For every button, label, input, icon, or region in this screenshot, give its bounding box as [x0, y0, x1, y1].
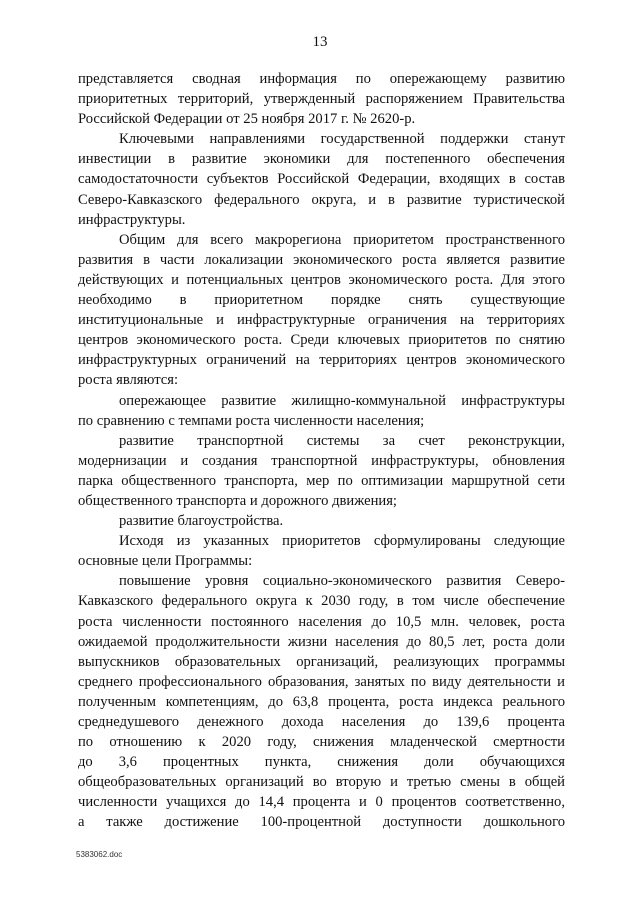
text-line: Ключевыми направлениями государственной поддержки станут: [119, 131, 565, 148]
text-line: общественного транспорта и дорожного движения;: [78, 492, 397, 509]
text-line: развитие благоустройства.: [119, 513, 284, 530]
document-filename: 5383062.doc: [76, 850, 123, 859]
text-line: роста являются:: [78, 372, 179, 389]
text-line: инфраструктурных ограничений на территориях центров экономического: [78, 352, 565, 369]
text-line: Исходя из указанных приоритетов сформулированы следующие: [119, 533, 565, 550]
text-line: по отношению к 2020 году, снижения младенческой смертности: [78, 734, 565, 751]
text-line: инвестиции в развитие экономики для постепенного обеспечения: [78, 151, 565, 168]
text-line: представляется сводная информация по опережающему развитию: [78, 71, 565, 87]
text-line: парка общественного транспорта, мер по оптимизации маршрутной сети: [78, 472, 565, 489]
text-line: выпускников образовательных организаций, реализующих программы: [78, 653, 565, 670]
page-number: 13: [312, 34, 328, 50]
text-line: инфраструктуры.: [78, 211, 186, 228]
text-line: повышение уровня социально-экономического развития Северо-: [119, 573, 565, 590]
document-body: [78, 69, 565, 833]
text-line: основные цели Программы:: [78, 553, 253, 570]
text-line: Российской Федерации от 25 ноября 2017 г. № 2620-р.: [78, 111, 416, 128]
text-line: действующих и потенциальных центров экономического роста. Для этого: [78, 271, 565, 288]
text-line: развития в части локализации экономического роста является развитие: [78, 251, 565, 268]
text-line: среднего профессионального образования, занятых по виду деятельности и: [78, 673, 565, 690]
text-line: Северо-Кавказского федерального округа, и в развитие туристической: [78, 191, 565, 208]
text-line: Общим для всего макрорегиона приоритетом пространственного: [119, 231, 565, 248]
text-line: роста численности постоянного населения до 10,5 млн. человек, роста: [78, 613, 565, 630]
text-line: до 3,6 процентных пункта, снижения доли обучающихся: [78, 754, 565, 771]
text-line: центров экономического роста. Среди ключевых приоритетов по снятию: [78, 332, 565, 349]
text-line: численности учащихся до 14,4 процента и 0 процентов соответственно,: [78, 794, 565, 811]
text-line: Кавказского федерального округа к 2030 году, в том числе обеспечение: [78, 593, 565, 610]
text-line: приоритетных территорий, утвержденный распоряжением Правительства: [78, 91, 565, 108]
text-line: институциональные и инфраструктурные ограничения на территориях: [78, 312, 565, 329]
text-line: полученным компетенциям, до 63,8 процента, роста индекса реального: [78, 693, 565, 710]
text-line: среднедушевого денежного дохода населения до 139,6 процента: [78, 714, 565, 730]
text-line: опережающее развитие жилищно-коммунальной инфраструктуры: [119, 392, 565, 409]
text-line: модернизации и создания транспортной инфраструктуры, обновления: [78, 452, 565, 469]
text-line: общеобразовательных организаций во вторую и третью смены в общей: [78, 774, 565, 791]
text-line: ожидаемой продолжительности жизни населения до 80,5 лет, роста доли: [78, 633, 565, 650]
text-line: самодостаточности субъектов Российской Федерации, входящих в состав: [78, 171, 565, 188]
text-line: по сравнению с темпами роста численности населения;: [78, 412, 425, 429]
text-line: развитие транспортной системы за счет реконструкции,: [119, 432, 565, 449]
text-line: необходимо в приоритетном порядке снять существующие: [78, 292, 565, 309]
text-line: а также достижение 100-процентной доступности дошкольного: [78, 814, 565, 831]
